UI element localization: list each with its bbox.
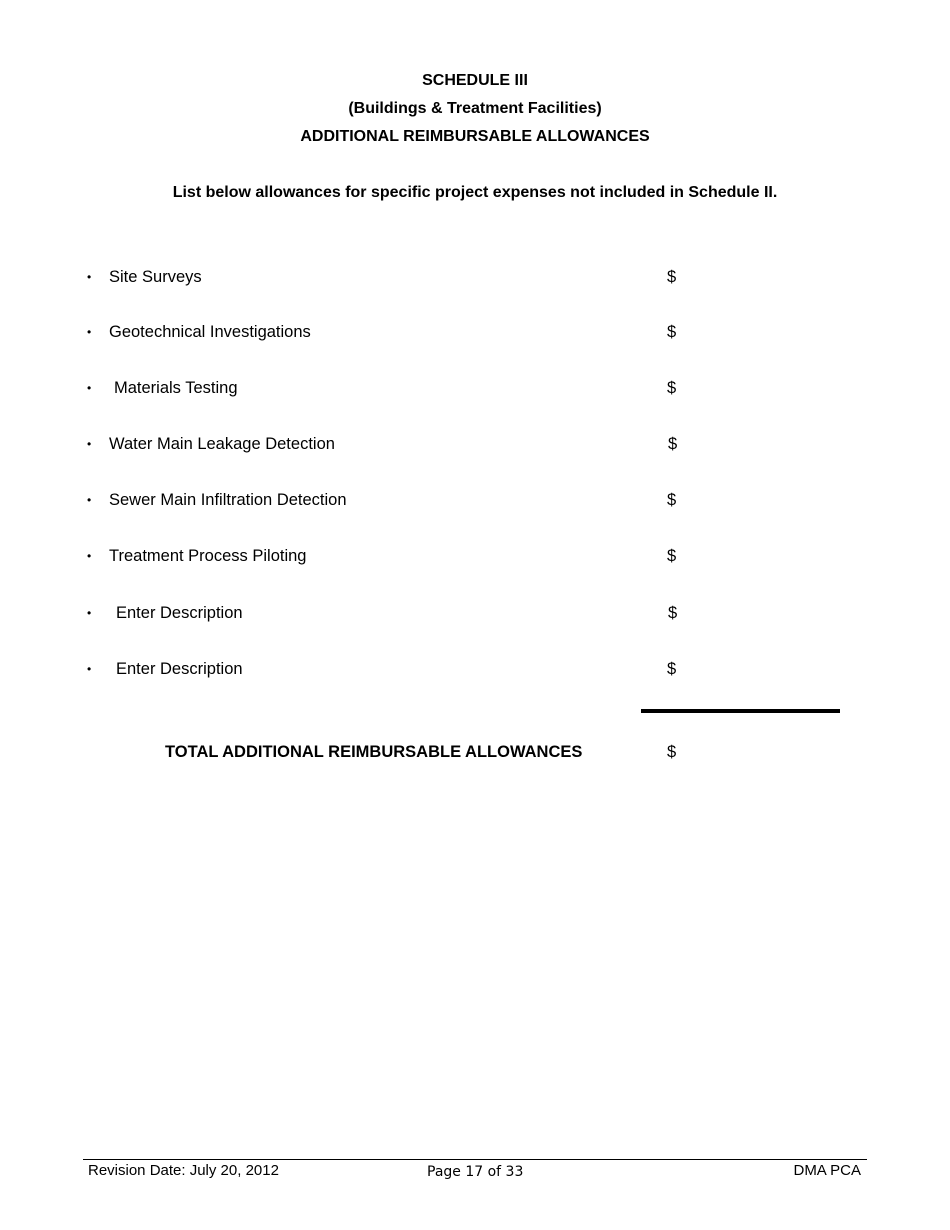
- list-item: [0, 433, 950, 455]
- item-label: Sewer Main Infiltration Detection: [109, 491, 347, 509]
- amount-field[interactable]: $: [667, 379, 677, 397]
- amount-field[interactable]: $: [668, 435, 678, 453]
- bullet-icon: •: [87, 549, 92, 563]
- item-label: Geotechnical Investigations: [109, 323, 311, 341]
- page-number: Page 17 of 33: [427, 1164, 524, 1180]
- list-item: [0, 266, 950, 288]
- document-id: DMA PCA: [793, 1162, 861, 1179]
- total-amount-field[interactable]: $: [667, 743, 677, 761]
- amount-field[interactable]: $: [667, 323, 677, 341]
- footer-divider: [83, 1159, 867, 1160]
- bullet-icon: •: [87, 493, 92, 507]
- item-label: Treatment Process Piloting: [109, 547, 307, 565]
- bullet-icon: •: [87, 437, 92, 451]
- total-divider: [641, 709, 840, 713]
- page-title: ADDITIONAL REIMBURSABLE ALLOWANCES: [300, 128, 650, 145]
- item-label: Water Main Leakage Detection: [109, 435, 335, 453]
- list-item: [0, 658, 950, 680]
- list-item: [0, 377, 950, 399]
- item-label[interactable]: Enter Description: [116, 604, 243, 622]
- instruction-text: List below allowances for specific project expenses not included in Schedule II.: [172, 184, 778, 201]
- bullet-icon: •: [87, 662, 92, 676]
- item-label: Site Surveys: [109, 268, 202, 286]
- list-item: [0, 602, 950, 624]
- amount-field[interactable]: $: [668, 604, 678, 622]
- schedule-subtitle: (Buildings & Treatment Facilities): [348, 100, 602, 117]
- list-item: [0, 489, 950, 511]
- amount-field[interactable]: $: [667, 547, 677, 565]
- item-label: Materials Testing: [114, 379, 238, 397]
- bullet-icon: •: [87, 381, 92, 395]
- bullet-icon: •: [87, 325, 92, 339]
- bullet-icon: •: [87, 606, 92, 620]
- list-item: [0, 545, 950, 567]
- list-item: [0, 321, 950, 343]
- amount-field[interactable]: $: [667, 491, 677, 509]
- amount-field[interactable]: $: [667, 660, 677, 678]
- revision-date: Revision Date: July 20, 2012: [88, 1162, 279, 1179]
- amount-field[interactable]: $: [667, 268, 677, 286]
- schedule-title: SCHEDULE III: [422, 72, 528, 89]
- item-label[interactable]: Enter Description: [116, 660, 243, 678]
- total-label: TOTAL ADDITIONAL REIMBURSABLE ALLOWANCES: [165, 743, 583, 761]
- bullet-icon: •: [87, 270, 92, 284]
